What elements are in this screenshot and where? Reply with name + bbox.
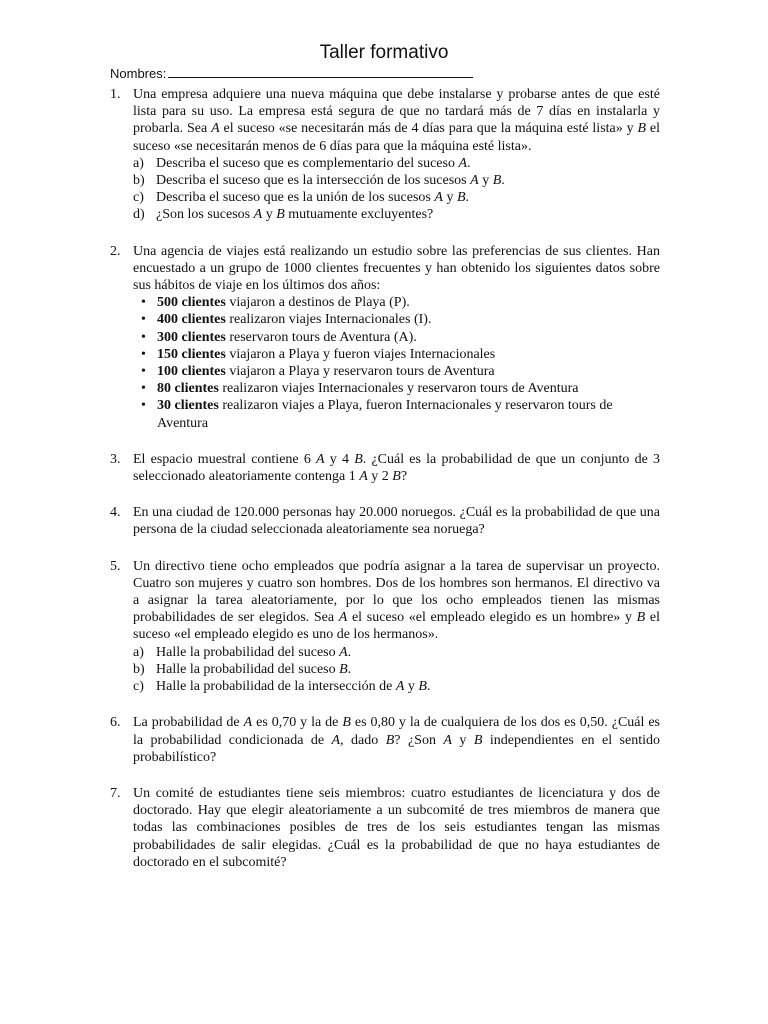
text-run: viajaron a destinos de Playa (P). xyxy=(225,295,410,311)
text-run: El espacio muestral contiene 6 xyxy=(133,451,317,467)
subitem-text xyxy=(156,155,660,172)
bold-count: 30 clientes xyxy=(157,398,219,414)
question-text: Una agencia de viajes está realizando un estudio sobre las preferencias de sus clientes. Han encuestado a un grupo de 1000 clientes frecuentes y han obtenido los siguientes datos sobre sus hábitos de viaje en los últimos dos años: xyxy=(133,243,660,294)
text-run: realizaron viajes Internacionales (I). xyxy=(225,312,432,328)
text-run: el suceso «se necesitarán más de 4 días para que la máquina esté lista» y xyxy=(219,121,638,137)
text-run: mutuamente excluyentes? xyxy=(284,207,434,223)
text-run: Halle la probabilidad del suceso xyxy=(156,661,340,677)
text-run: realizaron viajes Internacionales y reservaron tours de Aventura xyxy=(218,381,579,397)
variable: A xyxy=(443,732,452,748)
text-run: . xyxy=(467,155,471,171)
list-item xyxy=(133,294,660,311)
subitem-text xyxy=(156,189,660,206)
text-run: viajaron a Playa y fueron viajes Internacionales xyxy=(225,346,496,362)
question-text xyxy=(133,558,660,644)
bullet: • xyxy=(141,295,146,311)
bullet: • xyxy=(141,398,146,414)
variable: A xyxy=(243,715,253,731)
question-number: 4. xyxy=(110,505,121,521)
subitem-letter: a) xyxy=(133,644,144,660)
text-run: La probabilidad de xyxy=(133,715,244,731)
bullet: • xyxy=(141,346,146,362)
variable: A xyxy=(253,207,263,223)
variable: B xyxy=(492,173,502,189)
question-text xyxy=(133,86,660,155)
text-run: y xyxy=(442,190,457,206)
text-run: . xyxy=(465,190,469,206)
subitem-text xyxy=(156,172,660,189)
text-run: y xyxy=(451,732,474,748)
question-6 xyxy=(110,714,660,766)
text-run: reservaron tours de Aventura (A). xyxy=(225,329,417,345)
question-number: 6. xyxy=(110,715,121,731)
bold-count: 150 clientes xyxy=(157,346,226,362)
text-run: . xyxy=(347,661,352,677)
text-run: el suceso «el empleado elegido es un hombre» y xyxy=(347,610,637,626)
list-item xyxy=(133,346,660,363)
bullet: • xyxy=(141,364,146,380)
text-run: el suceso «se necesitarán menos de 6 días para que la máquina esté lista». xyxy=(133,121,660,154)
text-run: realizaron viajes a Playa, fueron Internacionales y reservaron tours de Aventura xyxy=(157,398,613,431)
text-run: Una empresa adquiere una nueva máquina que debe instalarse y probarse antes de que esté lista para su uso. La empresa está segura de que no tardará más de 7 días en instalarla y probarla. Sea xyxy=(133,87,660,137)
text-run: y xyxy=(478,173,493,189)
variable: A xyxy=(395,679,405,695)
text-run: ? ¿Son xyxy=(394,732,444,748)
subitem-letter: c) xyxy=(133,190,144,206)
question-text xyxy=(133,714,660,766)
variable: A xyxy=(458,155,468,171)
variable: B xyxy=(276,207,285,223)
question-text: Un comité de estudiantes tiene seis miembros: cuatro estudiantes de licenciatura y dos de doctorado. Hay que elegir aleatoriamente a un subcomité de tres miembros de manera que todas las combinaciones posibles de tres de los seis estudiantes tengan las mismas probabilidades de salir elegidas. ¿Cuál es la probabilidad de que no haya estudiantes de doctorado en el subcomité? xyxy=(133,785,660,870)
question-number: 2. xyxy=(110,243,121,259)
page-title: Taller formativo xyxy=(319,42,449,63)
bold-count: 300 clientes xyxy=(157,329,226,345)
subitem-c xyxy=(133,189,660,206)
text-run: viajaron a Playa y reservaron tours de Aventura xyxy=(225,364,495,380)
subitem-letter: b) xyxy=(133,661,145,677)
text-run: . ¿Cuál es la probabilidad de que un conjunto de 3 seleccionado aleatoriamente contenga 1 xyxy=(133,451,661,485)
variable: B xyxy=(339,661,348,677)
text-run: . xyxy=(426,679,431,695)
subitem-text xyxy=(156,678,660,695)
bold-count: 80 clientes xyxy=(157,381,219,397)
subitem-letter: d) xyxy=(133,207,145,223)
bullet: • xyxy=(141,312,146,328)
bold-count: 400 clientes xyxy=(157,312,226,328)
text-run: y 2 xyxy=(367,469,393,485)
subitem-letter: a) xyxy=(133,155,144,171)
subitem-text xyxy=(156,644,660,661)
questions xyxy=(110,86,660,871)
bullet: • xyxy=(141,329,146,345)
text-run: es 0,80 y la de cualquiera de los dos es 0,50. ¿Cuál es la probabilidad condicionada de xyxy=(133,715,660,748)
text-run: Describa el suceso que es la unión de los sucesos xyxy=(156,190,435,206)
text-run: es 0,70 y la de xyxy=(252,715,343,731)
variable: B xyxy=(636,610,646,626)
names-blank-line xyxy=(168,66,473,78)
text-run: Describa el suceso que es la intersección de los sucesos xyxy=(156,173,471,189)
question-number: 1. xyxy=(110,87,121,102)
question-number: 3. xyxy=(110,451,121,467)
question-number: 5. xyxy=(110,558,121,574)
text-run: , dado xyxy=(340,732,386,748)
question-3 xyxy=(110,451,660,485)
text-run: Halle la probabilidad del suceso xyxy=(156,644,340,660)
question-5 xyxy=(110,558,660,644)
question-7 xyxy=(110,785,660,871)
text-run: Un directivo tiene ocho empleados que podría asignar a la tarea de supervisar un proyecto. Cuatro son mujeres y cuatro son hombres. Dos de los hombres son hermanos. El directivo va a asignar la tarea aleatoriamente, por lo que los ocho empleados tienen las mismas probabilidades de ser elegidos. Sea xyxy=(133,558,660,626)
text-run: . xyxy=(501,173,505,189)
variable: A xyxy=(434,190,443,206)
text-run: y xyxy=(404,679,419,695)
text-run: Halle la probabilidad de la intersección de xyxy=(156,679,396,695)
names-field xyxy=(110,66,473,81)
list-item xyxy=(133,329,660,346)
question-text: En una ciudad de 120.000 personas hay 20.000 noruegos. ¿Cuál es la probabilidad de que una persona de la ciudad seleccionada aleatoriamente sea noruega? xyxy=(133,505,660,538)
bold-count: 100 clientes xyxy=(157,364,226,380)
variable: B xyxy=(354,451,363,467)
variable: B xyxy=(392,469,401,485)
bullet: • xyxy=(141,381,146,397)
variable: B xyxy=(342,715,351,731)
list-item xyxy=(133,311,660,328)
text-run: ? xyxy=(400,469,408,485)
list-item xyxy=(133,363,660,380)
text-run: y 4 xyxy=(324,451,355,467)
question-2 xyxy=(110,243,660,295)
variable: A xyxy=(339,644,348,660)
subitem-d xyxy=(133,206,660,223)
subitem-a xyxy=(133,644,660,661)
bold-count: 500 clientes xyxy=(157,295,226,311)
text-run: Describa el suceso que es complementario del suceso xyxy=(156,155,459,171)
variable: B xyxy=(418,679,427,695)
names-label: Nombres: xyxy=(110,66,167,81)
subitem-a xyxy=(133,155,660,172)
variable: B xyxy=(385,732,395,748)
list-item xyxy=(133,397,660,431)
subitem-b xyxy=(133,661,660,678)
list-item xyxy=(133,380,660,397)
question-text xyxy=(133,451,660,485)
subitem-letter: b) xyxy=(133,173,145,189)
variable: A xyxy=(338,610,348,626)
variable: B xyxy=(473,732,483,748)
variable: A xyxy=(331,732,341,748)
text-run: . xyxy=(347,644,352,660)
variable: A xyxy=(211,121,220,137)
variable: B xyxy=(637,121,647,137)
text-run: el suceso «el empleado elegido es uno de los hermanos». xyxy=(133,610,660,643)
variable: A xyxy=(359,469,368,485)
variable: A xyxy=(316,451,325,467)
text-run: ¿Son los sucesos xyxy=(156,207,254,223)
subitem-b xyxy=(133,172,660,189)
text-run: independientes en el sentido probabilístico? xyxy=(133,732,661,765)
variable: A xyxy=(470,173,479,189)
subitem-c xyxy=(133,678,660,695)
question-number: 7. xyxy=(110,785,121,801)
data-list xyxy=(133,294,660,432)
question-4 xyxy=(110,504,660,538)
variable: B xyxy=(456,190,466,206)
text-run: y xyxy=(262,207,277,223)
subitem-letter: c) xyxy=(133,679,144,695)
subitem-text xyxy=(156,661,660,678)
question-1 xyxy=(110,86,660,155)
subitem-text xyxy=(156,206,660,223)
